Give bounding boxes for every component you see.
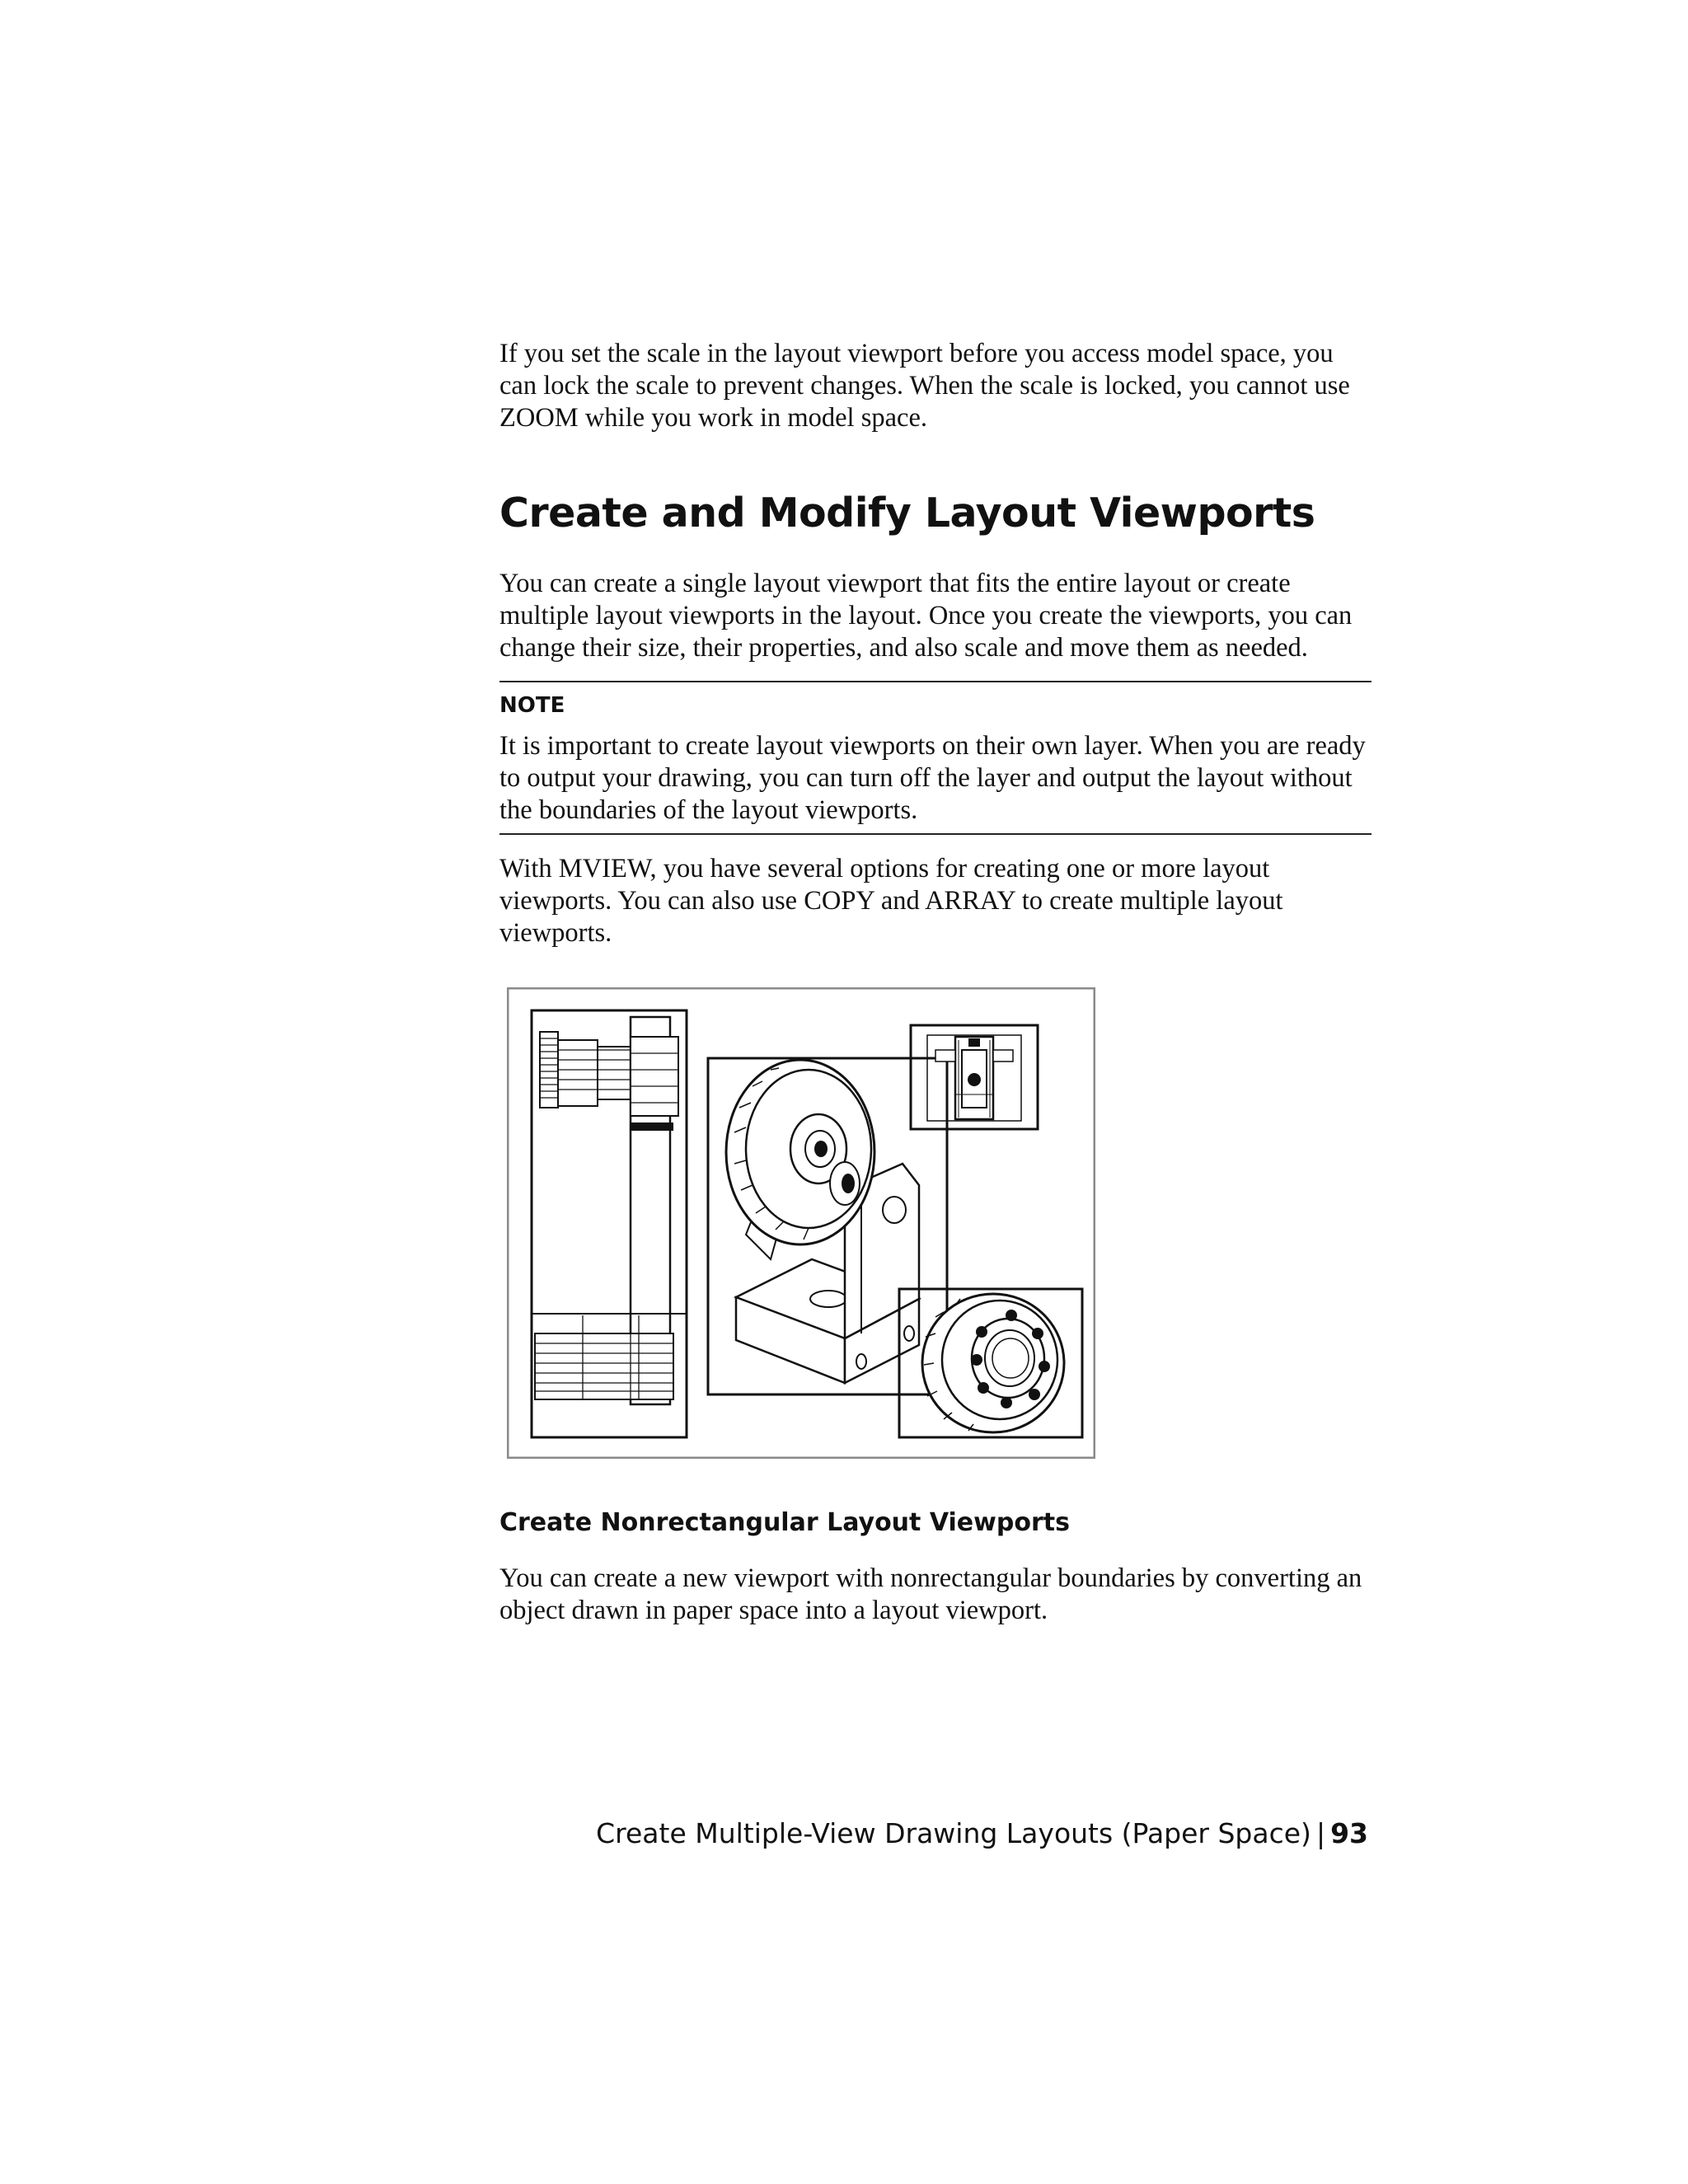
footer-page-number: 93 [1330, 1817, 1368, 1849]
nonrect-section [499, 1507, 1372, 1627]
mview-paragraph: With MVIEW, you have several options for creating one or more layout viewports. You can also use COPY and ARRAY to create multiple layout viewports. [499, 854, 1283, 948]
layout-viewports-figure [507, 987, 1095, 1459]
note-box [499, 681, 1372, 835]
note-text: It is important to create layout viewports on their own layer. When you are ready to output your drawing, you can turn off the layer and output the layout without the boundaries of the layout viewports. [499, 731, 1366, 825]
page-footer [596, 1816, 1368, 1851]
subsection-heading: Create Nonrectangular Layout Viewports [499, 1508, 1070, 1537]
intro-paragraph: If you set the scale in the layout viewport before you access model space, you can lock the scale to prevent changes. When the scale is locked, you cannot use ZOOM while you work in model space. [499, 339, 1350, 433]
footer-chapter-title: Create Multiple-View Drawing Layouts (Paper Space) [596, 1817, 1311, 1849]
section-heading: Create and Modify Layout Viewports [499, 490, 1315, 537]
footer-separator: | [1315, 1817, 1326, 1849]
note-label: NOTE [499, 693, 565, 718]
page-content [499, 338, 1372, 949]
create-intro-paragraph: You can create a single layout viewport that fits the entire layout or create multiple layout viewports in the layout. Once you create the viewports, you can change their size, their properties, and also scale and move them as needed. [499, 569, 1353, 663]
nonrect-paragraph: You can create a new viewport with nonrectangular boundaries by converting an object drawn in paper space into a layout viewport. [499, 1563, 1362, 1625]
